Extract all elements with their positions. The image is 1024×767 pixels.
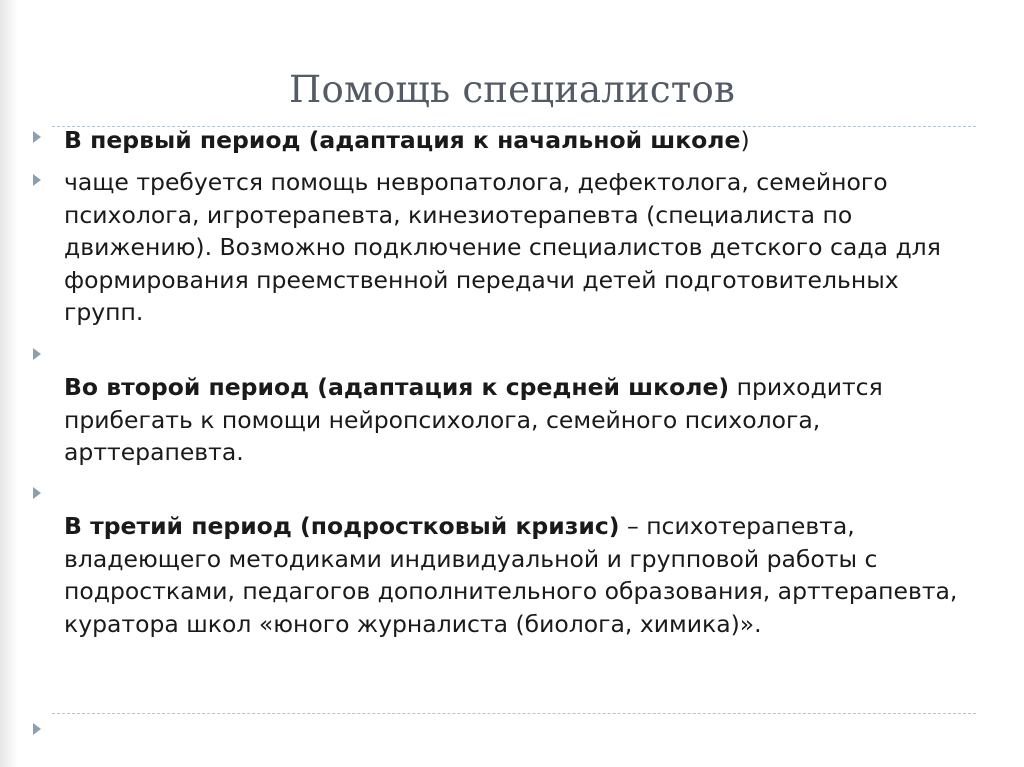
bullet-item-3-text: приходится прибегать к помощи нейропсихолога, семейного психолога, арттерапевта. (64, 373, 883, 466)
slide-left-edge-shade (0, 0, 18, 767)
bullet-triangle-icon (33, 487, 41, 499)
bullet-triangle-icon (33, 723, 41, 735)
bullet-item-4 (64, 510, 984, 640)
bullet-item-3-bold: Во второй период (адаптация к средней школе) (64, 373, 730, 401)
bullet-triangle-icon (33, 174, 41, 186)
bullet-item-2-text: чаще требуется помощь невропатолога, дефектолога, семейного психолога, игротерапевта, кинезиотерапевта (специалиста по движению). Возможно подключение специалистов детского сада для формирования преемственной передачи детей подготовительных групп. (64, 168, 941, 326)
bullet-triangle-icon (33, 348, 41, 360)
bullet-item-4-text: – психотерапевта, владеющего методиками индивидуальной и групповой работы с подростками, педагогов дополнительного образования, арттерапевта, куратора школ «юного журналиста (биолога, химика)». (64, 512, 958, 638)
bullet-triangle-icon (33, 131, 41, 143)
bullet-item-1-text: ) (740, 126, 750, 154)
slide-title: Помощь специалистов (289, 68, 735, 111)
bullet-item-1 (64, 124, 984, 157)
bullet-item-4-bold: В третий период (подростковый кризис) (64, 512, 620, 540)
bullet-item-3 (64, 371, 984, 469)
footer-divider (52, 713, 976, 714)
bullet-item-2 (64, 166, 984, 329)
bullet-item-1-bold: В первый период (адаптация к начальной школе (64, 126, 741, 154)
